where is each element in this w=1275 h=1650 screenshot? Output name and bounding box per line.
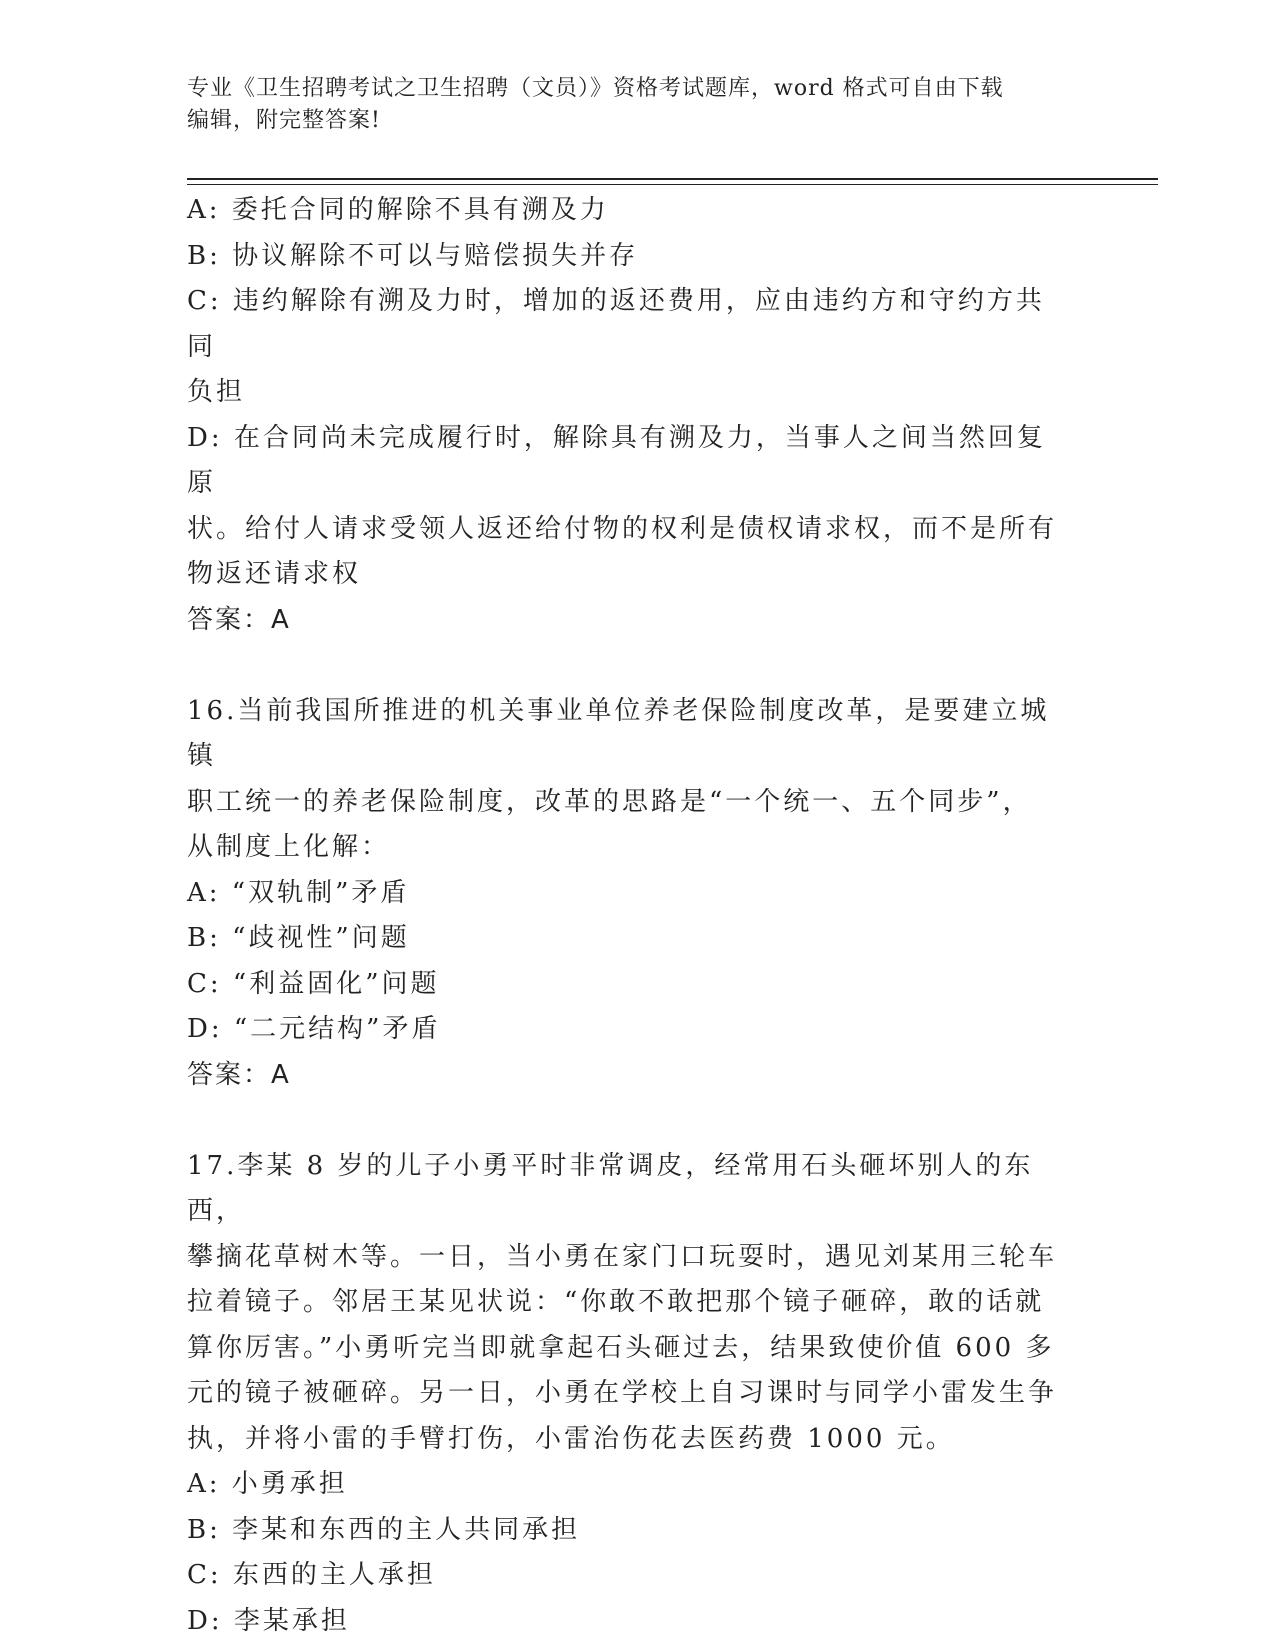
- q16-option-d: D: “二元结构”矛盾: [187, 1014, 441, 1044]
- q16-option-a: A: “双轨制”矛盾: [187, 877, 410, 908]
- q15-option-d-line-2: 状。给付人请求受领人返还给付物的权利是债权请求权，而不是所有: [187, 513, 1058, 544]
- q15-option-b: B: 协议解除不可以与赔偿损失并存: [187, 240, 639, 271]
- page-header: [187, 73, 1087, 137]
- q17-option-c: C: 东西的主人承担: [187, 1560, 436, 1590]
- q15-option-c-line-1: C: 违约解除有溯及力时，增加的返还费用，应由违约方和守约方共同: [187, 286, 1045, 362]
- question-16-block: [187, 689, 1067, 1099]
- q17-stem-line-6: 执，并将小雷的手臂打伤，小雷治伤花去医药费 1000 元。: [187, 1423, 955, 1454]
- question-content: [187, 188, 1067, 1644]
- q15-option-d-line-3: 物返还请求权: [187, 559, 362, 589]
- q17-stem-line-3: 拉着镜子。邻居王某见状说：“你敢不敢把那个镜子砸碎，敢的话就: [187, 1287, 1045, 1317]
- q17-stem-line-4: 算你厉害。”小勇听完当即就拿起石头砸过去，结果致使价值 600 多: [187, 1332, 1055, 1363]
- q16-stem-line-2: 职工统一的养老保险制度，改革的思路是“一个统一、五个同步”，: [187, 786, 1032, 817]
- q17-option-d: D: 李某承担: [187, 1605, 350, 1636]
- q15-option-d-line-1: D: 在合同尚未完成履行时，解除具有溯及力，当事人之间当然回复原: [187, 422, 1046, 498]
- header-title-line-1: 专业《卫生招聘考试之卫生招聘（文员）》资格考试题库，word 格式可自由下载: [187, 76, 1004, 101]
- spacer: [187, 1098, 1067, 1144]
- q17-stem-line-1: 17.李某 8 岁的儿子小勇平时非常调皮，经常用石头砸坏别人的东西，: [187, 1150, 1034, 1226]
- q15-answer: 答案：A: [187, 604, 291, 635]
- q16-answer: 答案：A: [187, 1059, 291, 1090]
- q16-option-c: C: “利益固化”问题: [187, 968, 440, 999]
- q15-option-c-line-2: 负担: [187, 377, 246, 407]
- q17-option-b: B: 李某和东西的主人共同承担: [187, 1514, 581, 1545]
- question-17-block: [187, 1144, 1067, 1645]
- question-15-block: [187, 188, 1067, 643]
- spacer: [187, 643, 1067, 689]
- q15-option-a: A: 委托合同的解除不具有溯及力: [187, 195, 609, 225]
- q17-stem-line-5: 元的镜子被砸碎。另一日，小勇在学校上自习课时与同学小雷发生争: [187, 1378, 1058, 1408]
- header-title-line-2: 编辑，附完整答案!: [187, 108, 381, 133]
- q16-stem-line-3: 从制度上化解：: [187, 832, 391, 862]
- header-divider-thin: [187, 184, 1158, 185]
- q17-stem-line-2: 攀摘花草树木等。一日，当小勇在家门口玩耍时，遇见刘某用三轮车: [187, 1241, 1058, 1272]
- q17-option-a: A: 小勇承担: [187, 1469, 348, 1499]
- q16-option-b: B: “歧视性”问题: [187, 923, 410, 953]
- q16-stem-line-1: 16.当前我国所推进的机关事业单位养老保险制度改革，是要建立城镇: [187, 695, 1050, 771]
- header-divider-thick: [187, 178, 1158, 180]
